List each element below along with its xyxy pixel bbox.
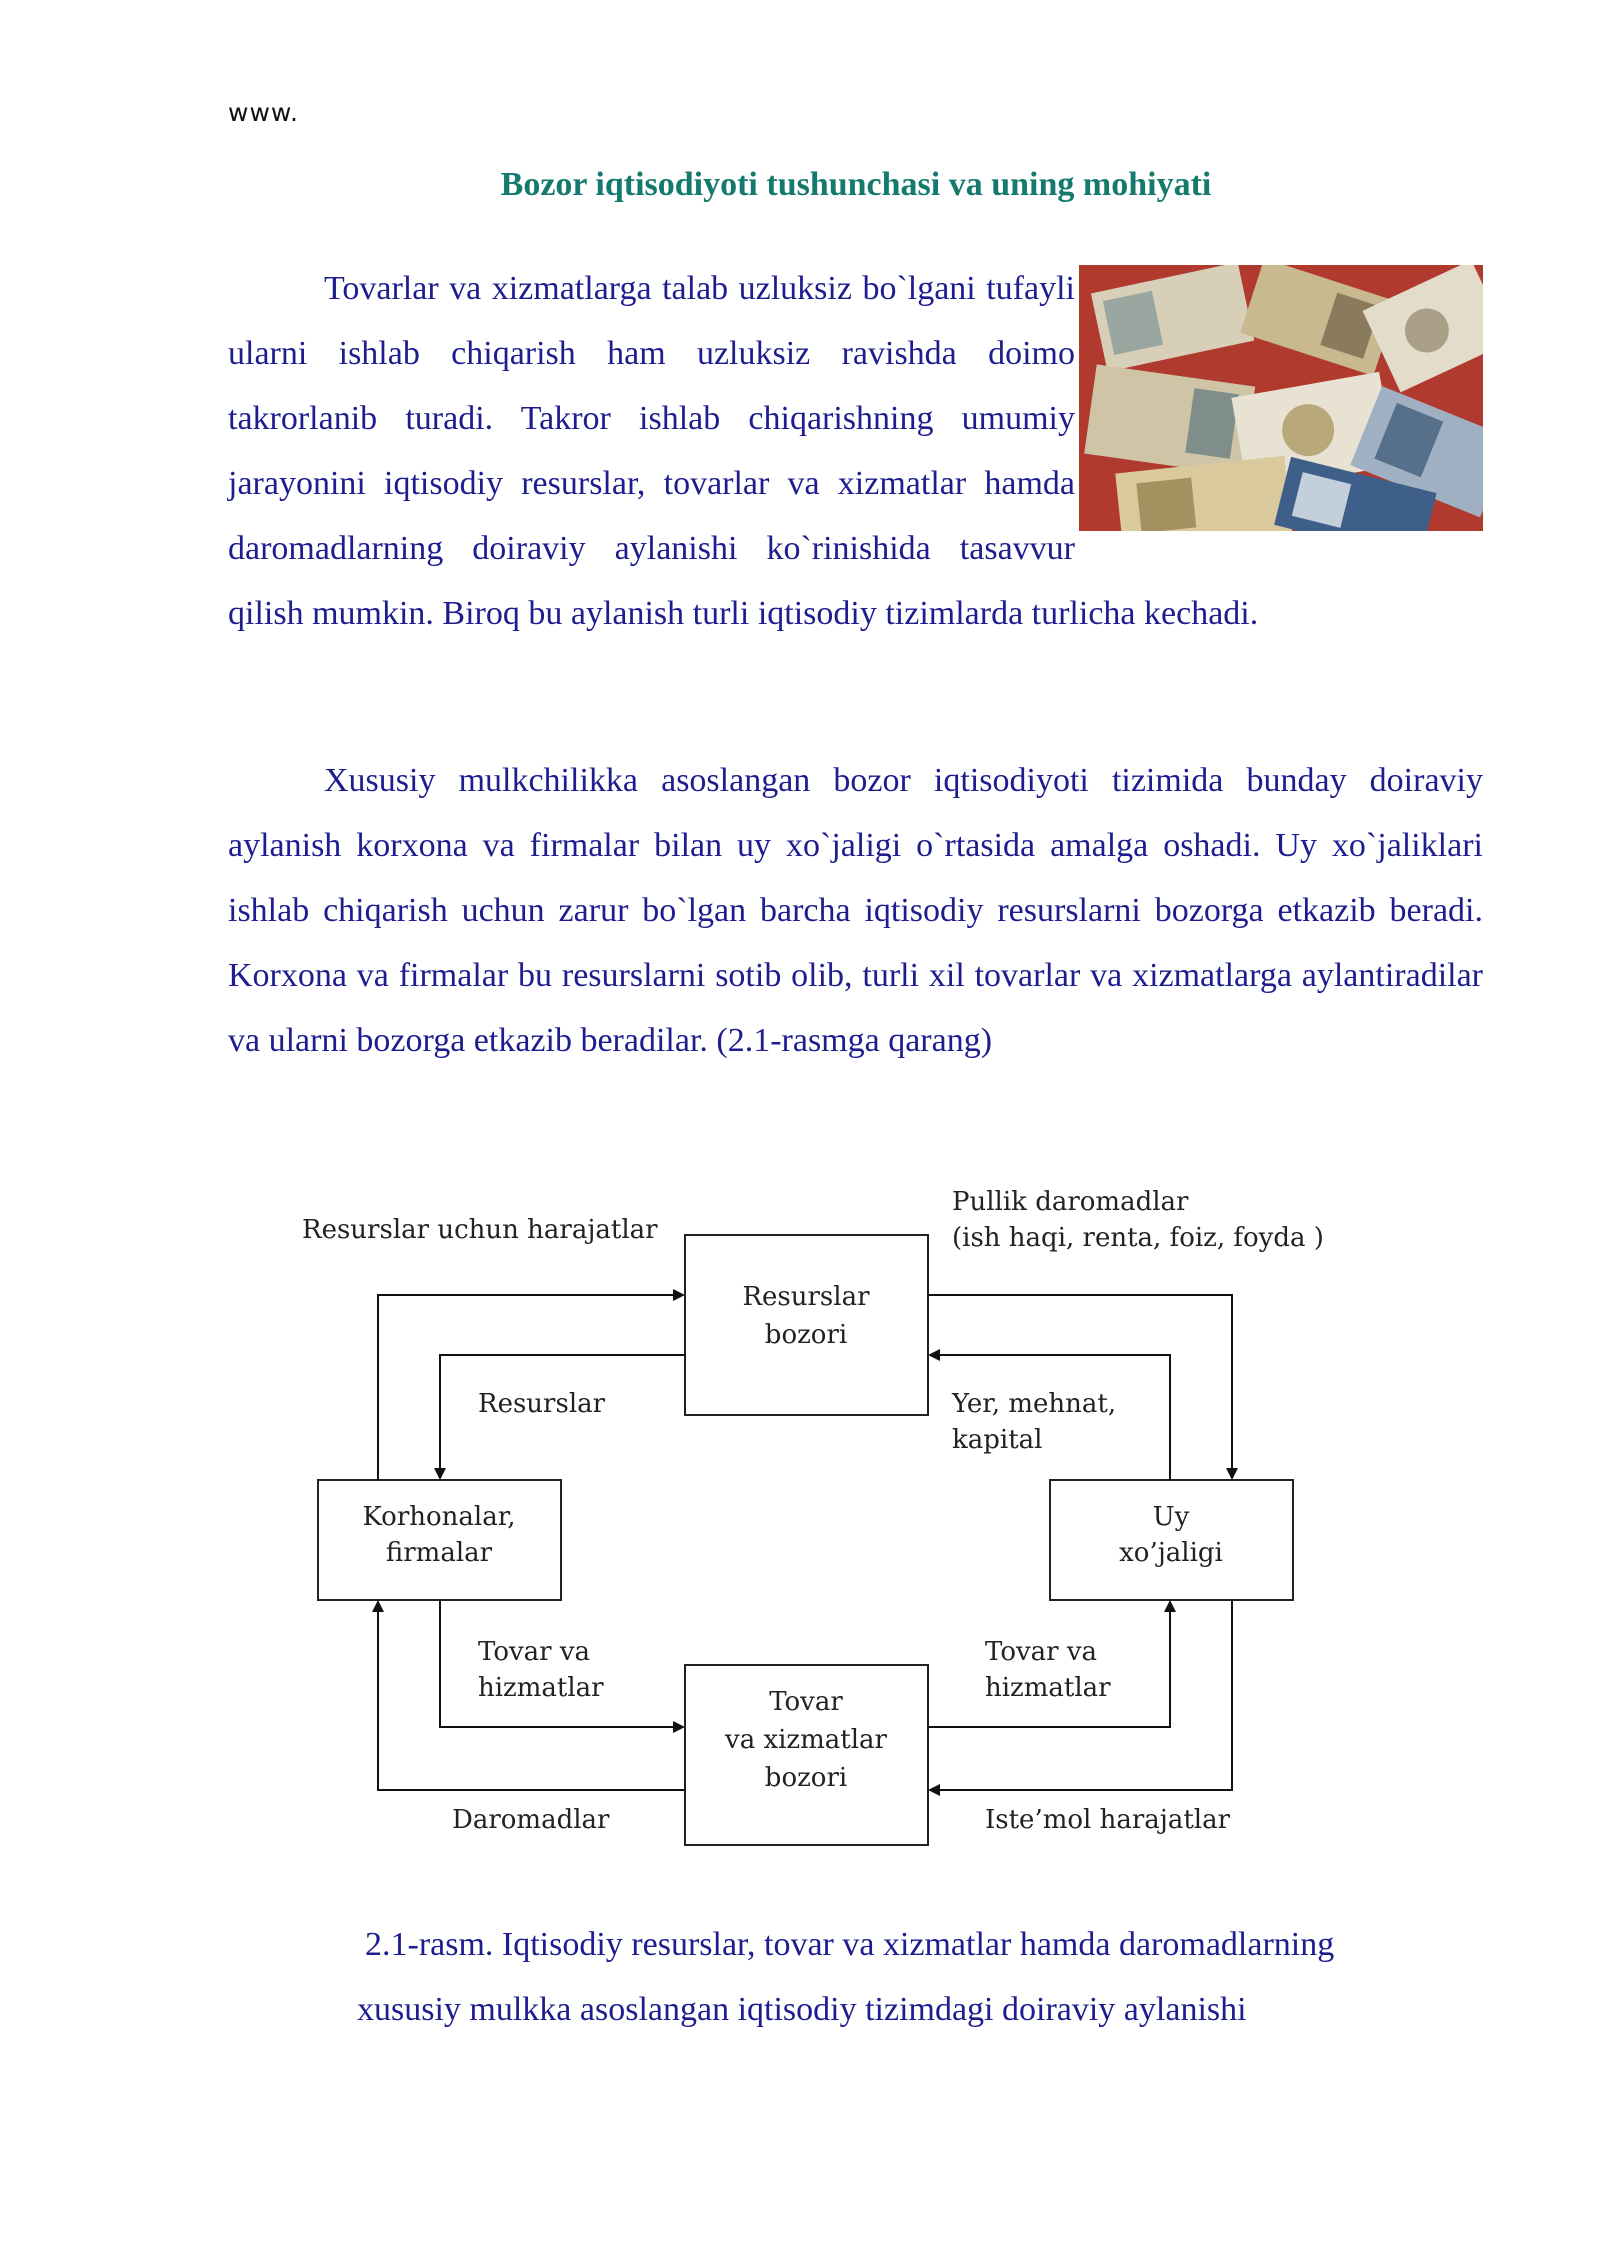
header-url: www. bbox=[228, 98, 299, 127]
resources-market-label-1: Resurslar bbox=[742, 1282, 870, 1312]
caption-line-1: 2.1-rasm. Iqtisodiy resurslar, tovar va xizmatlar hamda daromadlarning bbox=[365, 1926, 1335, 1963]
paragraph-1 bbox=[228, 256, 1483, 646]
goods-market-label-1: Tovar bbox=[769, 1687, 843, 1717]
figure-caption bbox=[357, 1912, 1465, 2042]
resource-spending-label: Resurslar uchun harajatlar bbox=[302, 1215, 658, 1245]
goods-right-label-1: Tovar va bbox=[985, 1637, 1098, 1667]
resources-label: Resurslar bbox=[478, 1389, 606, 1419]
paragraph-1-text: Tovarlar va xizmatlarga talab uzluksiz bo`lgani tufayli ularni ishlab chiqarish ham uzluksiz ravishda doimo takrorlanib turadi. Takror ishlab chiqarishning umumiy jarayonini iqtisodiy resurslar, tovarlar va xizmatlar hamda daromadlarning doiraviy aylanishi ko`rinishida tasavvur qilish mumkin. Biroq bu aylanish turli iqtisodiy tizimlarda turlicha kechadi. bbox=[228, 270, 1259, 632]
firms-label-1: Korhonalar, bbox=[362, 1502, 516, 1532]
circular-flow-diagram bbox=[290, 1180, 1340, 1880]
household-label-1: Uy bbox=[1152, 1502, 1190, 1532]
consumption-spending-label: Iste’mol harajatlar bbox=[985, 1805, 1231, 1835]
goods-right-label-2: hizmatlar bbox=[985, 1673, 1111, 1703]
incomes-label: Daromadlar bbox=[452, 1805, 610, 1835]
resource-spending-arrow bbox=[378, 1295, 683, 1480]
page-title: Bozor iqtisodiyoti tushunchasi va uning mohiyati bbox=[500, 166, 1212, 203]
resources-market-label-2: bozori bbox=[764, 1320, 848, 1350]
household-label-2: xo’jaligi bbox=[1119, 1538, 1223, 1568]
money-income-label-1: Pullik daromadlar bbox=[952, 1187, 1189, 1217]
banknotes-image bbox=[1079, 265, 1483, 531]
caption-line-2: xususiy mulkka asoslangan iqtisodiy tizimdagi doiraviy aylanishi bbox=[357, 1991, 1247, 2028]
goods-market-label-3: bozori bbox=[764, 1763, 848, 1793]
land-labor-label-2: kapital bbox=[952, 1425, 1043, 1455]
goods-market-label-2: va xizmatlar bbox=[725, 1725, 887, 1755]
goods-left-label-2: hizmatlar bbox=[478, 1673, 604, 1703]
land-labor-label-1: Yer, mehnat, bbox=[952, 1389, 1117, 1419]
banknotes-photo bbox=[1079, 265, 1483, 531]
goods-left-label-1: Tovar va bbox=[478, 1637, 591, 1667]
paragraph-2 bbox=[228, 748, 1483, 1073]
firms-label-2: firmalar bbox=[385, 1538, 493, 1568]
money-income-label-2: (ish haqi, renta, foiz, foyda ) bbox=[952, 1223, 1324, 1253]
paragraph-2-text: Xususiy mulkchilikka asoslangan bozor iqtisodiyoti tizimida bunday doiraviy aylanish korxona va firmalar bilan uy xo`jaligi o`rtasida amalga oshadi. Uy xo`jaliklari ishlab chiqarish uchun zarur bo`lgan barcha iqtisodiy resurslarni bozorga etkazib beradi. Korxona va firmalar bu resurslarni sotib olib, turli xil tovarlar va xizmatlarga aylantiradilar va ularni bozorga etkazib beradilar. (2.1-rasmga qarang) bbox=[228, 762, 1483, 1059]
